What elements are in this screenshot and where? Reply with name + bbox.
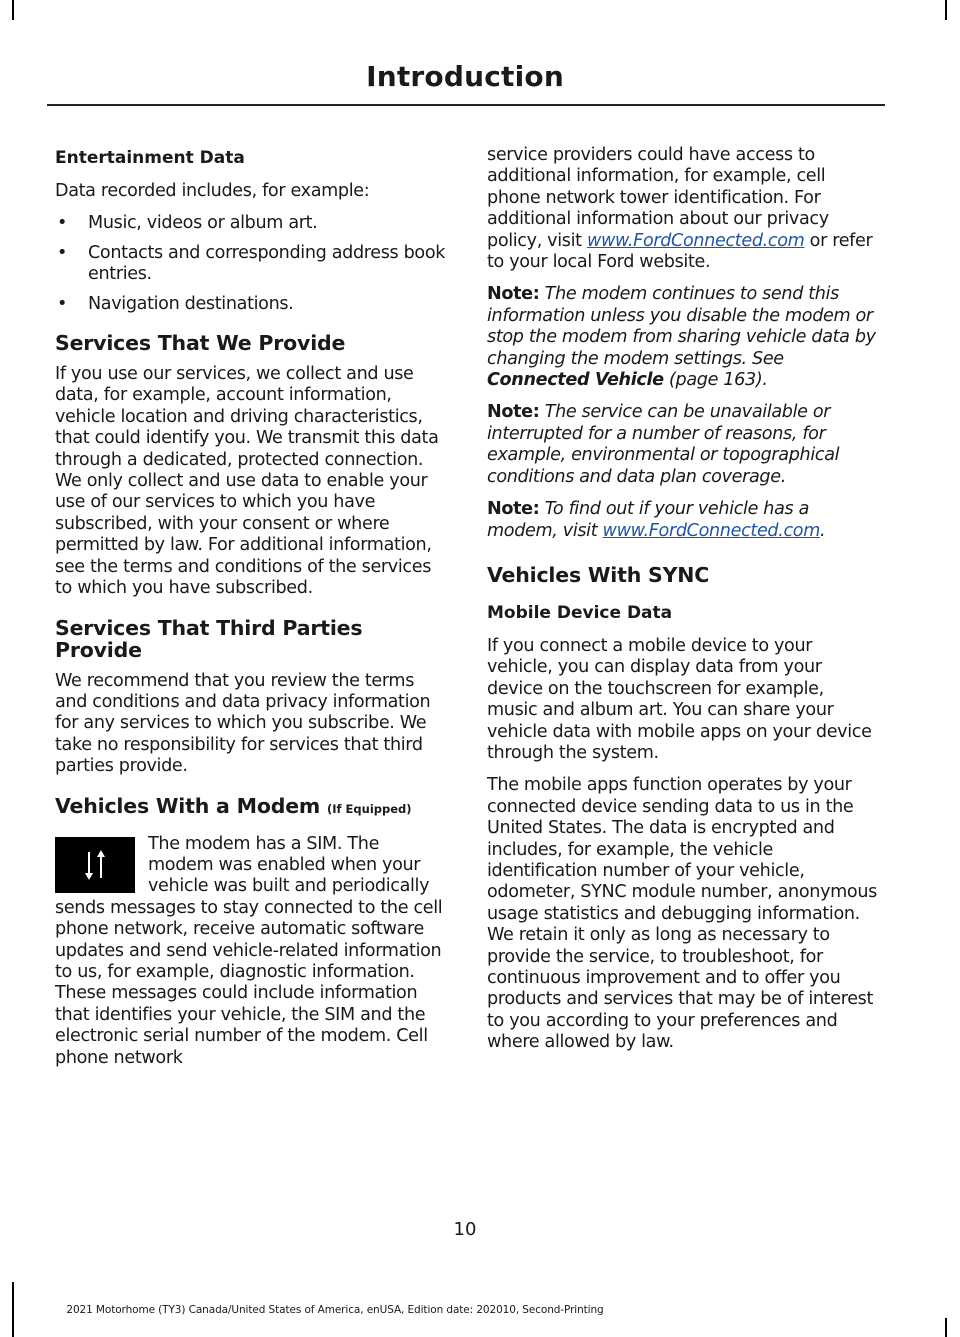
mobile-heading: Mobile Device Data	[487, 602, 673, 623]
list-item: • Navigation destinations.	[55, 294, 447, 315]
sync-heading: Vehicles With SYNC	[487, 562, 710, 587]
crop-mark-top-left	[12, 0, 14, 20]
note-service-unavailable	[487, 402, 879, 488]
edition-footer: 2021 Motorhome (TY3) Canada/United States of America, enUSA, Edition date: 202010, Second-Printing	[66, 1304, 604, 1316]
entertainment-heading: Entertainment Data	[55, 148, 245, 168]
mobile-text-1: If you connect a mobile device to your vehicle, you can display data from your device on the touchscreen for example, music and album art. You can share your vehicle data with mobile apps on your device through the system.	[487, 635, 872, 763]
crop-mark-top-right	[945, 0, 947, 20]
note-label: Note:	[487, 499, 540, 520]
left-column	[55, 145, 447, 1080]
modem-arrows-icon	[55, 837, 135, 893]
list-item: • Contacts and corresponding address book entries.	[55, 243, 447, 286]
note-page-ref: (page 163).	[669, 370, 768, 391]
note-text: The service can be unavailable or interrupted for a number of reasons, for example, environmental or topographical conditions and data plan coverage.	[487, 402, 840, 487]
note-find-modem	[487, 499, 879, 542]
continuation-end: or refer to your local Ford website.	[487, 230, 873, 273]
page-title: Introduction	[366, 60, 564, 93]
entertainment-intro: Data recorded includes, for example:	[55, 181, 370, 201]
modem-text: The modem has a SIM. The modem was enabled when your vehicle was built and periodically sends messages to stay connected to the cell phone network, receive automatic software updates and send vehicle-related information to us, for example, diagnostic information. These messages could include information that identifies your vehicle, the SIM and the electronic serial number of the modem. Cell phone network	[55, 833, 443, 1068]
ford-connected-link[interactable]: www.FordConnected.com	[586, 230, 805, 251]
modem-heading	[55, 795, 447, 820]
connected-vehicle-ref[interactable]: Connected Vehicle	[487, 370, 664, 391]
modem-heading-suffix: (If Equipped)	[327, 801, 412, 816]
crop-mark-bottom-left	[12, 1282, 14, 1337]
continuation-paragraph	[487, 145, 879, 273]
note-text: The modem continues to send this information unless you disable the modem or stop the modem from sharing vehicle data by changing the modem settings. See	[487, 284, 876, 369]
continuation-text: service providers could have access to additional information, for example, cell phone network tower identification. For additional information about our privacy policy, visit	[487, 145, 829, 251]
note-label: Note:	[487, 284, 540, 305]
right-column	[487, 145, 879, 1065]
crop-mark-bottom-right	[945, 1318, 947, 1337]
entertainment-list	[55, 213, 447, 315]
page-number: 10	[453, 1219, 477, 1240]
services-text: If you use our services, we collect and use data, for example, account information, vehicle location and driving characteristics, that could identify you. We transmit this data through a dedicated, protected connection. We only collect and use data to enable your use of our services to which you have subscribed, with your consent or where permitted by law. For additional information, see the terms and conditions of the services to which you have subscribed.	[55, 364, 439, 599]
header-rule	[47, 104, 885, 106]
list-item: • Music, videos or album art.	[55, 213, 447, 234]
note-end: .	[820, 520, 826, 541]
ford-connected-link[interactable]: www.FordConnected.com	[602, 520, 821, 541]
services-heading: Services That We Provide	[55, 331, 346, 356]
note-text: To find out if your vehicle has a modem, visit	[487, 499, 810, 541]
modem-section	[55, 830, 447, 1069]
third-party-text: We recommend that you review the terms and conditions and data privacy information for any services to which you subscribe. We take no responsibility for services that third parties provide.	[55, 670, 431, 777]
note-label: Note:	[487, 402, 540, 423]
modem-heading-main: Vehicles With a Modem	[55, 793, 321, 818]
note-modem-continues	[487, 284, 879, 391]
mobile-text-2: The mobile apps function operates by your connected device sending data to us in the United States. The data is encrypted and includes, for example, the vehicle identification number of your vehicle, odometer, SYNC module number, anonymous usage statistics and debugging information. We retain it only as long as necessary to provide the service, to troubleshoot, for continuous improvement and to offer you products and services that may be of interest to you according to your preferences and where allowed by law.	[487, 775, 877, 1053]
third-party-heading: Services That Third Parties Provide	[55, 615, 363, 662]
